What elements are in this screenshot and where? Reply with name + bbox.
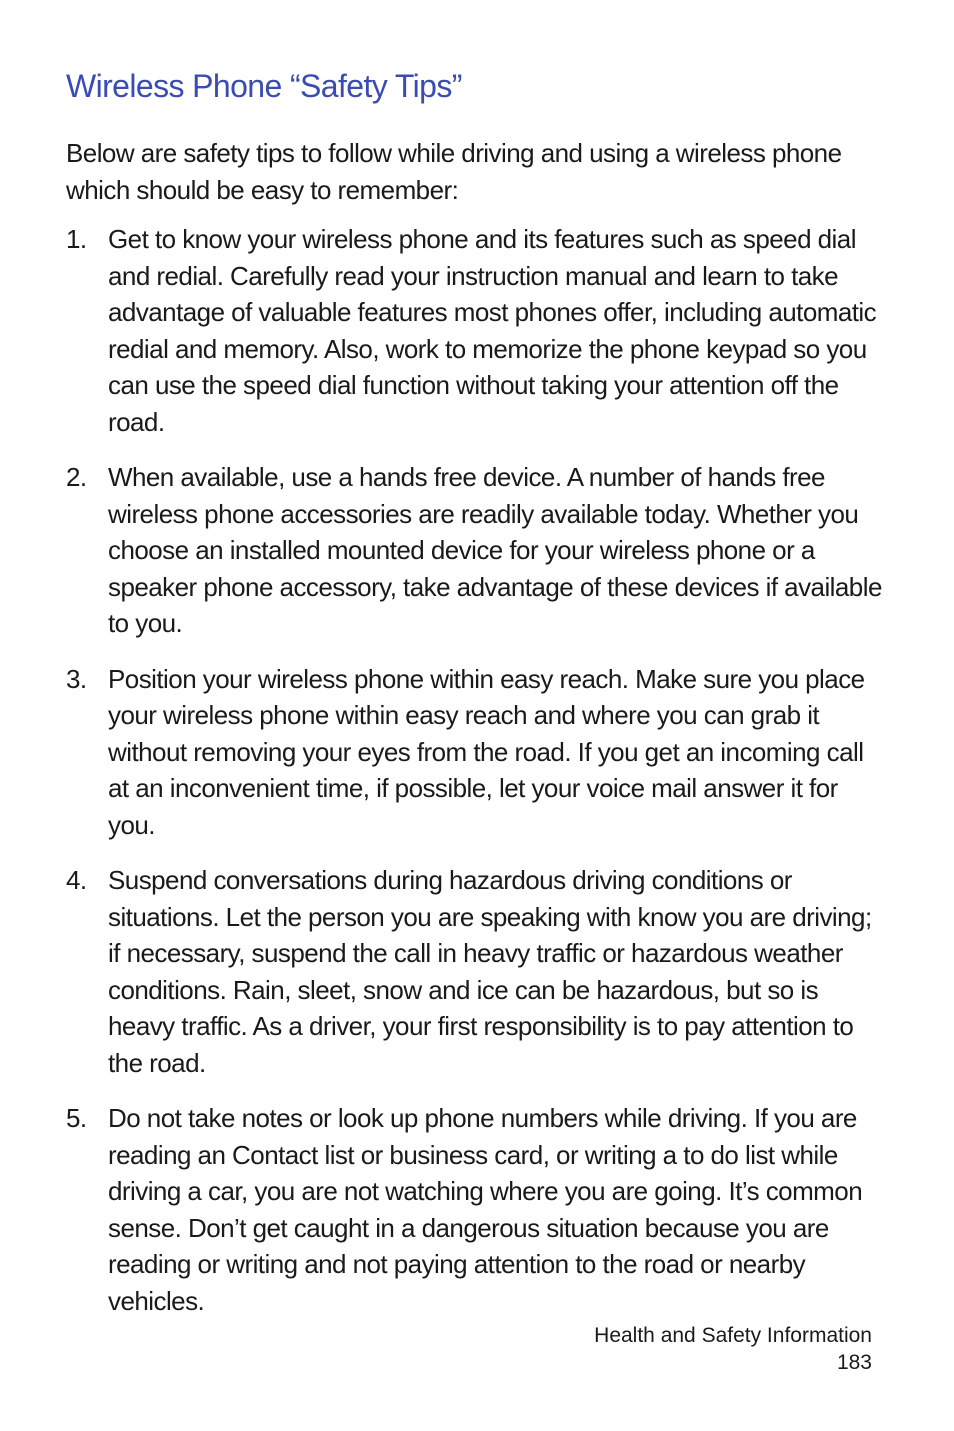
list-item-text: Get to know your wireless phone and its features such as speed dial and redial. Carefully read your instruction manual and learn to take advantage of valuable features most phones offer, including automatic redial and memory. Also, work to memorize the phone keypad so you can use the speed dial function without taking your attention off the road. (108, 224, 877, 437)
list-item-number: 5. (66, 1103, 87, 1133)
list-item (66, 1100, 886, 1319)
list-item-number: 3. (66, 663, 87, 694)
intro-paragraph: Below are safety tips to follow while driving and using a wireless phone which should be easy to remember: (66, 138, 842, 205)
list-item-text: When available, use a hands free device. A number of hands free wireless phone accessories are readily available today. Whether you choose an installed mounted device for your wireless phone or a speaker phone accessory, take advantage of these devices if available to you. (108, 462, 882, 638)
safety-tips-list (66, 221, 886, 1319)
list-item-number: 1. (66, 224, 87, 254)
list-item-number: 2. (66, 462, 87, 492)
footer-section-title: Health and Safety Information (594, 1324, 872, 1347)
list-item-text: Position your wireless phone within easy reach. Make sure you place your wireless phone within easy reach and where you can grab it without removing your eyes from the road. If you get an incoming call at an inconvenient time, if possible, let your voice mail answer it for you. (108, 663, 865, 840)
list-item (66, 459, 886, 642)
page-footer (594, 1322, 872, 1376)
list-item-text: Suspend conversations during hazardous driving conditions or situations. Let the person you are speaking with know you are driving; if necessary, suspend the call in heavy traffic or hazardous weather conditions. Rain, sleet, snow and ice can be hazardous, but so is heavy traffic. As a driver, your first responsibility is to pay attention to the road. (108, 865, 872, 1078)
list-item-number: 4. (66, 865, 87, 895)
page-number: 183 (836, 1351, 872, 1374)
list-item (66, 221, 886, 440)
list-item (66, 661, 886, 844)
list-item-text: Do not take notes or look up phone numbers while driving. If you are reading an Contact list or business card, or writing a to do list while driving a car, you are not watching where you are going. It’s common sense. Don’t get caught in a dangerous situation because you are reading or writing and not paying attention to the road or nearby vehicles. (108, 1103, 863, 1316)
page-title: Wireless Phone “Safety Tips” (66, 68, 462, 104)
list-item (66, 862, 886, 1081)
